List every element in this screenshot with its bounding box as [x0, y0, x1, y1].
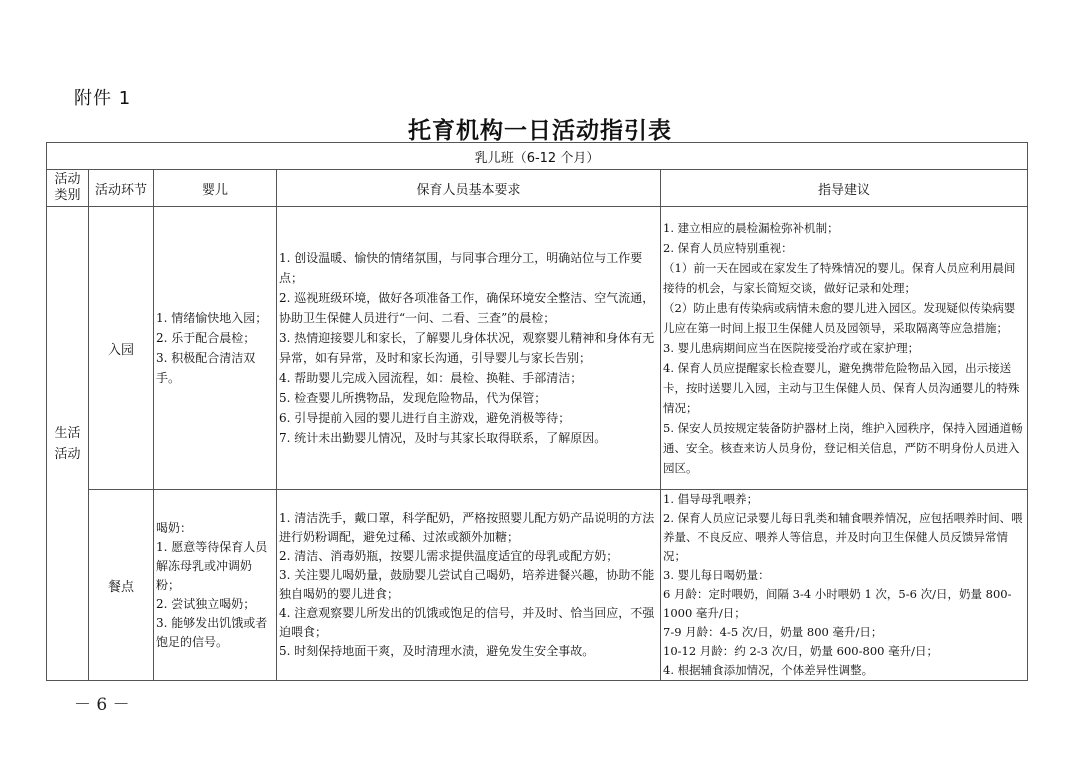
header-guidance: 指导建议: [661, 170, 1028, 207]
category-cell: 生活活动: [47, 207, 89, 681]
infant-cell: 1. 情绪愉快地入园； 2. 乐于配合晨检； 3. 积极配合清洁双手。: [154, 207, 277, 490]
document-title: 托育机构一日活动指引表: [408, 117, 672, 144]
stage-cell: 餐点: [89, 490, 154, 681]
header-caregiver: 保育人员基本要求: [277, 170, 661, 207]
activity-guide-table: [46, 142, 1028, 681]
page-number: － 6 －: [74, 695, 130, 715]
header-category: 活动类别: [47, 170, 89, 207]
header-infant: 婴儿: [154, 170, 277, 207]
table-header-row: [47, 170, 1028, 207]
table-row: [47, 207, 1028, 490]
caregiver-cell: 1. 清洁洗手，戴口罩，科学配奶，严格按照婴儿配方奶产品说明的方法进行奶粉调配，避免过稀、过浓或额外加糖； 2. 清洁、消毒奶瓶，按婴儿需求提供温度适宜的母乳或配方奶； 3. 关注婴儿喝奶量，鼓励婴儿尝试自己喝奶，培养进餐兴趣，协助不能独自喝奶的婴儿进食； 4. 注意观察婴儿所发出的饥饿或饱足的信号，并及时、恰当回应，不强迫喂食； 5. 时刻保持地面干爽，及时清理水渍，避免发生安全事故。: [277, 490, 661, 681]
table-row: [47, 490, 1028, 681]
header-stage: 活动环节: [89, 170, 154, 207]
guidance-cell: 1. 倡导母乳喂养； 2. 保育人员应记录婴儿每日乳类和辅食喂养情况，应包括喂养时间、喂养量、不良反应、喂养人等信息，并及时向卫生保健人员反馈异常情况； 3. 婴儿每日喝奶量： 6 月龄：定时喂奶，间隔 3-4 小时喂奶 1 次，5-6 次/日，奶量 800-1000 毫升/日； 7-9 月龄：4-5 次/日，奶量 800 毫升/日； 10-12 月龄：约 2-3 次/日，奶量 600-800 毫升/日； 4. 根据辅食添加情况，个体差异性调整。: [661, 490, 1028, 681]
infant-cell: 喝奶： 1. 愿意等待保育人员解冻母乳或冲调奶粉； 2. 尝试独立喝奶； 3. 能够发出饥饿或者饱足的信号。: [154, 490, 277, 681]
caregiver-cell: 1. 创设温暖、愉快的情绪氛围，与同事合理分工，明确站位与工作要点； 2. 巡视班级环境，做好各项准备工作，确保环境安全整洁、空气流通，协助卫生保健人员进行“一问、二看、三查”的晨检； 3. 热情迎接婴儿和家长，了解婴儿身体状况，观察婴儿精神和身体有无异常，如有异常，及时和家长沟通，引导婴儿与家长告别； 4. 帮助婴儿完成入园流程，如：晨检、换鞋、手部清洁； 5. 检查婴儿所携物品，发现危险物品，代为保管； 6. 引导提前入园的婴儿进行自主游戏，避免消极等待； 7. 统计未出勤婴儿情况，及时与其家长取得联系，了解原因。: [277, 207, 661, 490]
attachment-label: 附件 1: [74, 88, 132, 109]
guidance-cell: 1. 建立相应的晨检漏检弥补机制； 2. 保育人员应特别重视： （1）前一天在园或在家发生了特殊情况的婴儿。保育人员应利用晨间接待的机会，与家长简短交谈，做好记录和处理； （2）防止患有传染病或病情未愈的婴儿进入园区。发现疑似传染病婴儿应在第一时间上报卫生保健人员及园领导，采取隔离等应急措施； 3. 婴儿患病期间应当在医院接受治疗或在家护理； 4. 保育人员应提醒家长检查婴儿，避免携带危险物品入园，出示接送卡，按时送婴儿入园，主动与卫生保健人员、保育人员沟通婴儿的特殊情况； 5. 保安人员按规定装备防护器材上岗，维护入园秩序，保持入园通道畅通、安全。核查来访人员身份，登记相关信息，严防不明身份人员进入园区。: [661, 207, 1028, 490]
stage-cell: 入园: [89, 207, 154, 490]
class-banner: 乳儿班（6-12 个月）: [47, 143, 1028, 170]
